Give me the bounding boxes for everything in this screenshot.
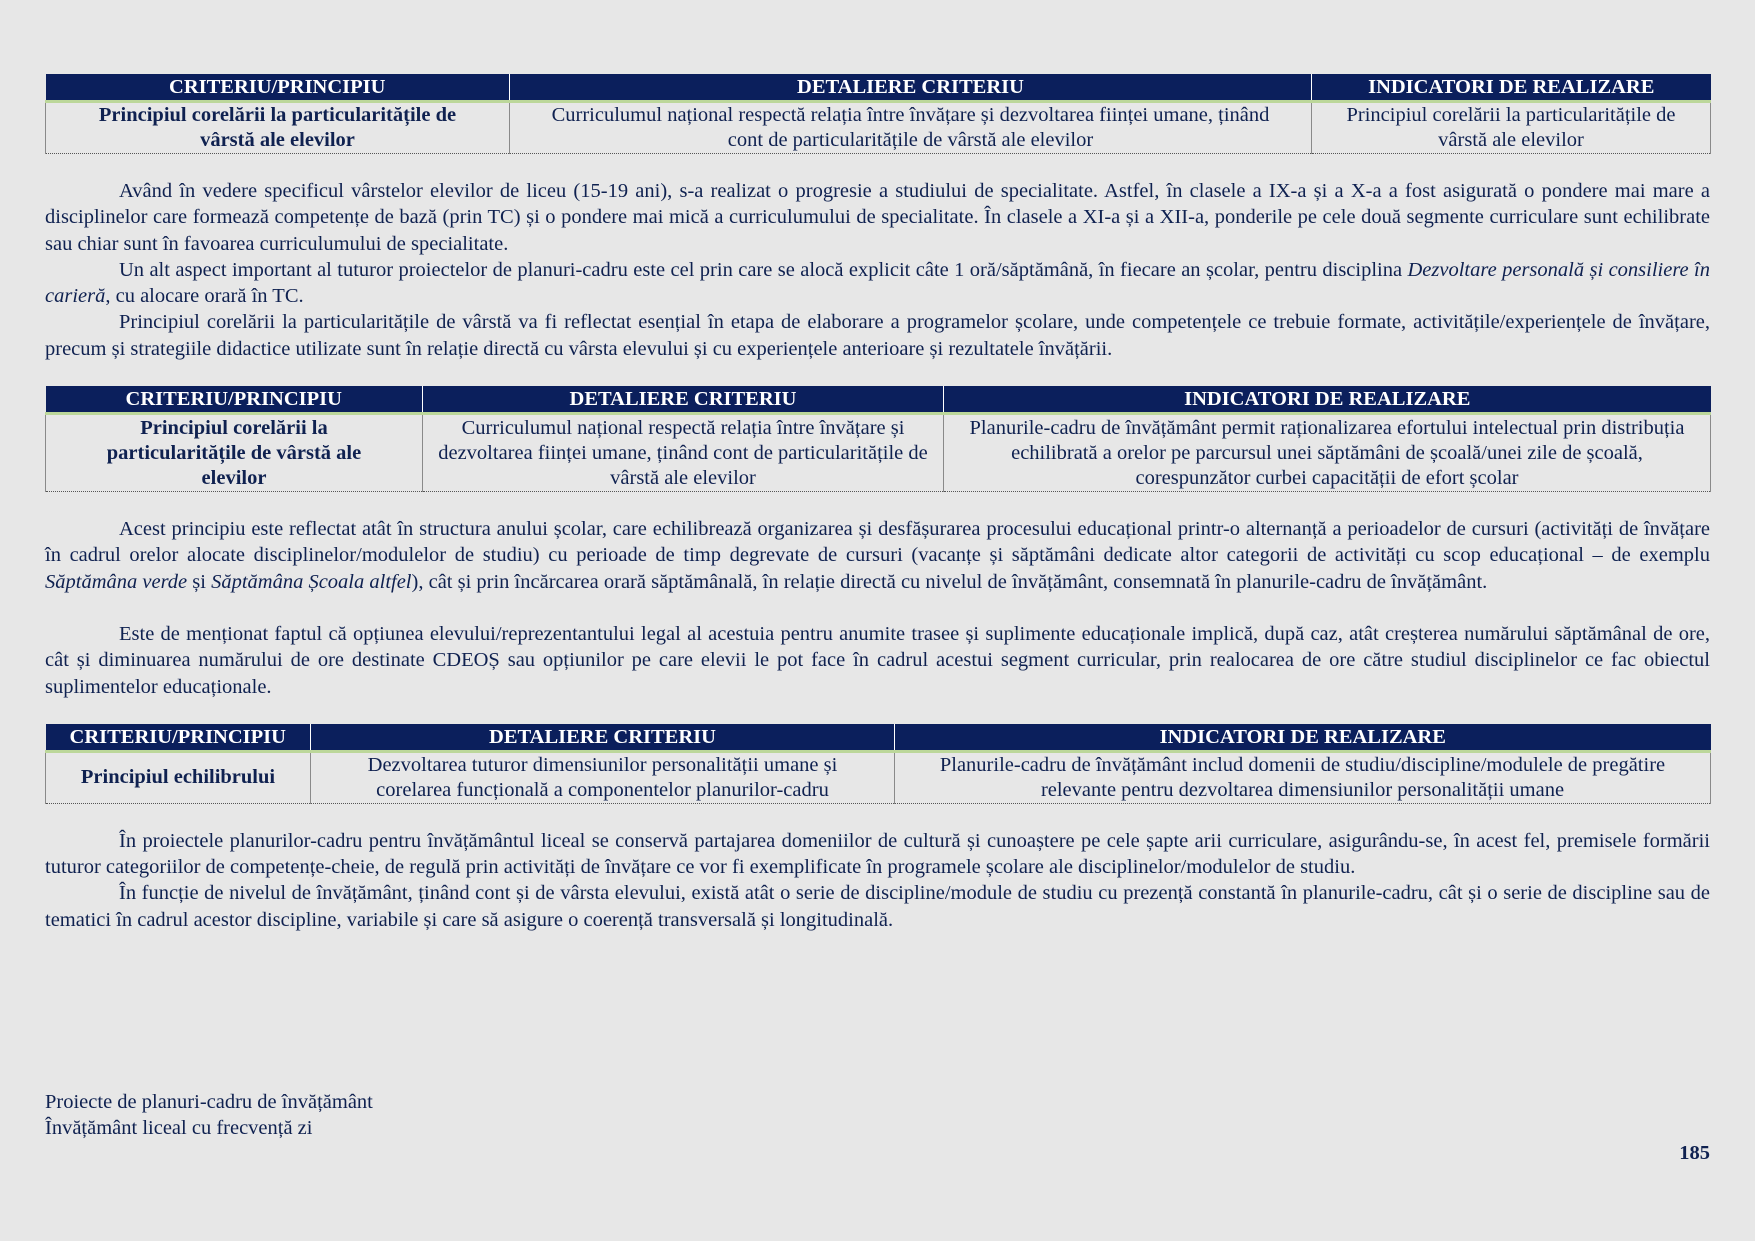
table-header-row [46, 724, 1711, 752]
paragraph: Principiul corelării la particularitățile de vârstă va fi reflectat esențial în etapa de elaborare a programelor școlare, unde competențele ce trebuie formate, activitățile/experiențele de învățare, precum și strategiile didactice utilizate sunt în relație directă cu vârsta elevului și cu experiențele anterioare și rezultatele învățării. [45, 311, 1710, 360]
cell-detaliere: Curriculumul național respectă relația între învățare și dezvoltarea ființei umane, ținând cont de particularitățile de vârstă ale elevilor [510, 102, 1312, 154]
page-number: 185 [1679, 1142, 1710, 1164]
table-header-row [46, 386, 1711, 414]
header-criteriu: CRITERIU/PRINCIPIU [46, 74, 510, 102]
footer-line: Proiecte de planuri-cadru de învățământ [45, 1091, 373, 1113]
text-span: și [187, 570, 212, 593]
paragraph [45, 516, 1710, 595]
paragraph: Este de menționat faptul că opțiunea elevului/reprezentantului legal al acestuia pentru anumite trasee și suplimente educaționale implică, după caz, atât creșterea numărului săptămânal de ore, cât și diminuarea numărului de ore destinate CDEOȘ sau opțiunilor pe care elevii le pot face în cadrul acestui segment curricular, prin realocarea de ore către studiul disciplinelor ce fac obiectul suplimentelor educaționale. [45, 622, 1710, 698]
criteria-table-3 [45, 724, 1711, 804]
cell-indicatori: Planurile-cadru de învățământ includ domenii de studiu/discipline/modulele de pregătire relevante pentru dezvoltarea dimensiunilor personalității umane [895, 751, 1711, 803]
table-row [46, 414, 1711, 492]
header-indicatori: INDICATORI DE REALIZARE [944, 386, 1711, 414]
cell-criteriu: Principiul corelării la particularitățile de vârstă ale elevilor [46, 414, 423, 492]
header-detaliere: DETALIERE CRITERIU [510, 74, 1312, 102]
table-header-row [46, 74, 1711, 102]
text-span: ), cât și prin încărcarea orară săptămânală, în relație directă cu nivelul de învățământ, consemnată în planurile-cadru de învățământ. [411, 570, 1488, 593]
criteria-table-2 [45, 386, 1711, 492]
cell-detaliere: Curriculumul național respectă relația între învățare și dezvoltarea ființei umane, ținând cont de particularitățile de vârstă ale elevilor [423, 414, 944, 492]
table-row [46, 102, 1711, 154]
cell-indicatori: Principiul corelării la particularitățile de vârstă ale elevilor [1312, 102, 1711, 154]
italic-text: Săptămâna Școala altfel [211, 570, 412, 593]
cell-criteriu: Principiul corelării la particularitățile de vârstă ale elevilor [46, 102, 510, 154]
cell-indicatori: Planurile-cadru de învățământ permit raționalizarea efortului intelectual prin distribuția echilibrată a orelor pe parcursul unei săptămâni de școală/unei zile de școală, corespunzător curbei capacității de efort școlar [944, 414, 1711, 492]
cell-detaliere: Dezvoltarea tuturor dimensiunilor personalității umane și corelarea funcțională a componentelor planurilor-cadru [311, 751, 895, 803]
paragraph: Având în vedere specificul vârstelor elevilor de liceu (15-19 ani), s-a realizat o progresie a studiului de specialitate. Astfel, în clasele a IX-a și a X-a a fost asigurată o pondere mai mare a disciplinelor care formează competențe de bază (prin TC) și o pondere mai mică a curriculumului de specialitate. În clasele a XI-a și a XII-a, ponderile pe cele două segmente curriculare sunt echilibrate sau chiar sunt în favoarea curriculumului de specialitate. [45, 180, 1710, 255]
text-span: Acest principiu este reflectat atât în structura anului școlar, care echilibrează organizarea și desfășurarea procesului educațional printr-o alternanță a perioadelor de cursuri (activități de învățare în cadrul orelor alocate disciplinelor/modulelor de studiu) cu perioade de timp degrevate de cursuri (vacanțe și săptămâni dedicate altor categorii de activități cu scop educațional – de exemplu [45, 518, 1710, 567]
italic-text: Dezvoltare personală și consiliere în carieră [45, 258, 1710, 308]
cell-criteriu: Principiul echilibrului [46, 751, 311, 803]
header-indicatori: INDICATORI DE REALIZARE [1312, 74, 1711, 102]
paragraph: În funcție de nivelul de învățământ, ținând cont și de vârsta elevului, există atât o serie de discipline/module de studiu cu prezență constantă în planurile-cadru, cât și o serie de discipline sau de tematici în cadrul acestor discipline, variabile și care să asigure o coerență transversală și longitudinală. [45, 882, 1710, 931]
text-block-2 [45, 516, 1710, 700]
italic-text: Săptămâna verde [45, 570, 188, 593]
page-footer [45, 1089, 373, 1141]
text-span: Un alt aspect important al tuturor proiectelor de planuri-cadru este cel prin care se alocă explicit câte 1 oră/săptămână, în fiecare an școlar, pentru disciplina [119, 258, 1408, 281]
criteria-table-1 [45, 74, 1711, 154]
paragraph [45, 257, 1710, 310]
footer-line: Învățământ liceal cu frecvență zi [45, 1117, 313, 1139]
document-page [45, 74, 1710, 933]
text-span: , cu alocare orară în TC. [105, 285, 304, 308]
text-block-3 [45, 828, 1710, 933]
header-criteriu: CRITERIU/PRINCIPIU [46, 386, 423, 414]
text-block-1 [45, 178, 1710, 362]
spacer [45, 595, 1710, 621]
header-detaliere: DETALIERE CRITERIU [311, 724, 895, 752]
table-row [46, 751, 1711, 803]
header-criteriu: CRITERIU/PRINCIPIU [46, 724, 311, 752]
header-detaliere: DETALIERE CRITERIU [423, 386, 944, 414]
header-indicatori: INDICATORI DE REALIZARE [895, 724, 1711, 752]
paragraph: În proiectele planurilor-cadru pentru învățământul liceal se conservă partajarea domeniilor de cultură și cunoaștere pe cele șapte arii curriculare, asigurându-se, în acest fel, premisele formării tuturor categoriilor de competențe-cheie, de regulă prin activități de învățare ce vor fi exemplificate în programele școlare ale disciplinelor/modulelor de studiu. [45, 829, 1710, 879]
